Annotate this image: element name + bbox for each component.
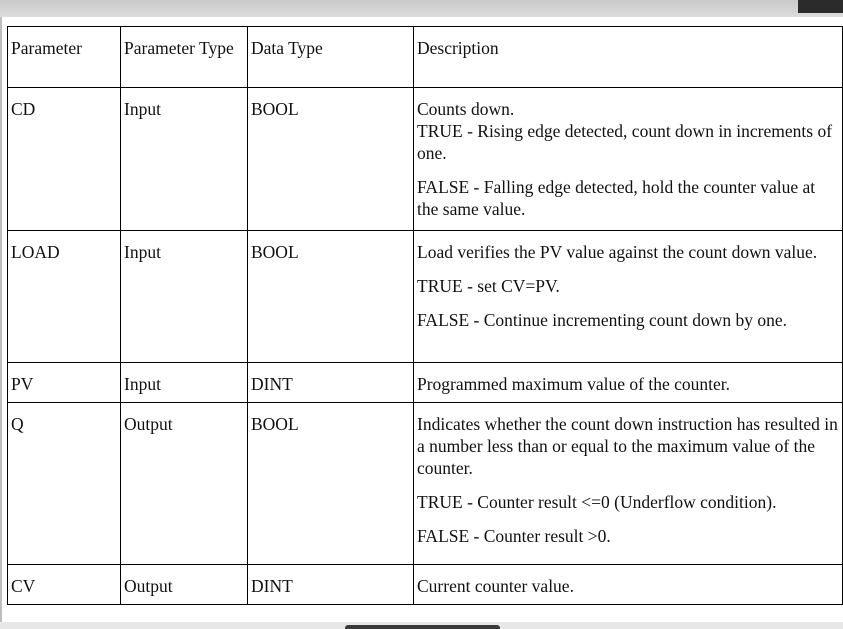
cell-description bbox=[414, 88, 843, 231]
cell-parameter-type: Output bbox=[121, 403, 248, 565]
header-data-type: Data Type bbox=[248, 27, 414, 88]
cell-data-type: DINT bbox=[248, 363, 414, 403]
corner-control[interactable] bbox=[798, 0, 843, 13]
description-line: Current counter value. bbox=[417, 576, 574, 596]
table-row bbox=[8, 363, 843, 403]
cell-parameter: Q bbox=[8, 403, 121, 565]
description-line: Programmed maximum value of the counter. bbox=[417, 374, 730, 394]
description-line: TRUE - Counter result <=0 (Underflow condition). bbox=[417, 492, 777, 512]
description-line: FALSE - Counter result >0. bbox=[417, 526, 611, 546]
header-parameter-type: Parameter Type bbox=[121, 27, 248, 88]
description-line: Counts down. bbox=[417, 99, 515, 119]
table-row bbox=[8, 231, 843, 363]
parameter-table bbox=[7, 26, 843, 605]
description-line: TRUE - set CV=PV. bbox=[417, 276, 560, 296]
cell-parameter-type: Output bbox=[121, 565, 248, 605]
table-row bbox=[8, 565, 843, 605]
cell-description bbox=[414, 565, 843, 605]
table-header-row bbox=[8, 27, 843, 88]
cell-parameter-type: Input bbox=[121, 363, 248, 403]
left-edge bbox=[0, 17, 2, 629]
header-parameter: Parameter bbox=[8, 27, 121, 88]
cell-data-type: BOOL bbox=[248, 403, 414, 565]
description-line: FALSE - Continue incrementing count down by one. bbox=[417, 310, 788, 330]
table-row bbox=[8, 88, 843, 231]
home-indicator[interactable] bbox=[345, 625, 500, 629]
cell-description bbox=[414, 231, 843, 363]
header-description: Description bbox=[414, 27, 843, 88]
cell-data-type: DINT bbox=[248, 565, 414, 605]
cell-parameter-type: Input bbox=[121, 231, 248, 363]
cell-description bbox=[414, 403, 843, 565]
description-line: TRUE - Rising edge detected, count down in increments of one. bbox=[417, 121, 833, 163]
cell-parameter: CV bbox=[8, 565, 121, 605]
cell-parameter: PV bbox=[8, 363, 121, 403]
cell-data-type: BOOL bbox=[248, 88, 414, 231]
cell-description bbox=[414, 363, 843, 403]
cell-parameter: LOAD bbox=[8, 231, 121, 363]
cell-parameter-type: Input bbox=[121, 88, 248, 231]
cell-data-type: BOOL bbox=[248, 231, 414, 363]
description-line: Load verifies the PV value against the count down value. bbox=[417, 242, 818, 262]
description-line: Indicates whether the count down instruction has resulted in a number less than or equal to the maximum value of the counter. bbox=[417, 414, 838, 478]
top-scroll-band bbox=[0, 0, 843, 17]
description-line: FALSE - Falling edge detected, hold the counter value at the same value. bbox=[417, 177, 816, 219]
cell-parameter: CD bbox=[8, 88, 121, 231]
table-row bbox=[8, 403, 843, 565]
